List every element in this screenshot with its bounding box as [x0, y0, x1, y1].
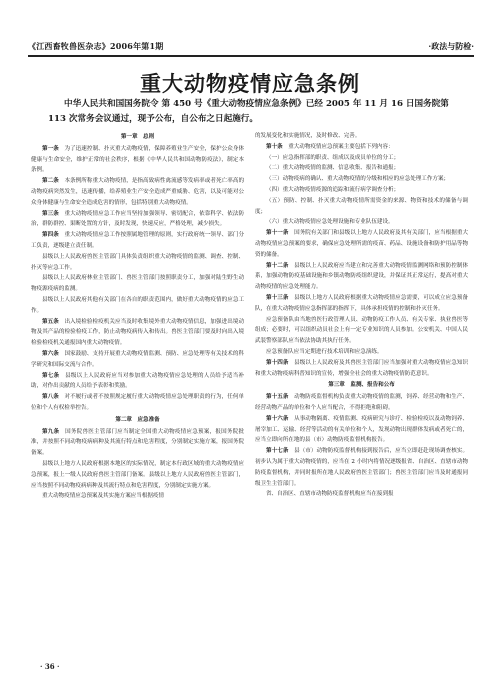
article-paragraph [31, 459, 244, 491]
article-text: （三）动物疫病的确认、重大动物疫情的分级和相应的应急处理工作方案； [266, 176, 450, 183]
article-paragraph [31, 349, 244, 371]
article-number: 第十二条 [266, 262, 295, 269]
article-number: 第七条 [42, 372, 66, 379]
article-text: 的发展变化和实施情况，及时修改、完善。 [255, 133, 361, 139]
article-text: 县级以上人民政府应当建立和完善重大动物疫情监测网络和预防控制体系，加强动物防疫基础设施和乡镇动物防疫组织建设，并保证其正常运行，提高对重大动物疫情的应急处理能力。 [255, 262, 469, 291]
article-text: 动物防疫监督机构负责重大动物疫情的监测，饲养、经营动物和生产、经营动物产品的单位和个人应当配合，不得拒绝和阻碍。 [255, 394, 469, 411]
article-text: （一）应急指挥部的职责、组成以及成员单位的分工； [266, 154, 400, 161]
article-paragraph [255, 293, 468, 315]
article-paragraph [255, 196, 468, 218]
article-number: 第一条 [42, 145, 65, 152]
section-label: ·政法与防检· [428, 41, 474, 51]
right-column [255, 131, 468, 500]
article-text: 从事动物隔离、疫情监测、疫病研究与诊疗、检验检疫以及动物饲养、屠宰加工、运输、经营等活动的有关单位和个人，发现动物出现群体发病或者死亡的，应当立即向所在地的县（市）动物防疫监督机构报告。 [255, 415, 469, 444]
article-number: 第二条 [42, 178, 65, 185]
article-paragraph [31, 392, 244, 414]
article-number: 第五条 [42, 318, 65, 325]
page-title: 重大动物疫情应急条例 [140, 72, 360, 96]
article-text: 重大动物疫情应急预案主要包括下列内容： [288, 143, 394, 150]
article-text: 县级以上人民政府及其兽医主管部门应当加强对重大动物疫情应急知识和重大动物疫病科普知识的宣传，增强全社会的重大动物疫情防范意识。 [255, 359, 469, 377]
article-paragraph [255, 174, 468, 185]
article-number: 第十一条 [266, 230, 295, 237]
page-number: · 36 · [40, 662, 60, 671]
article-paragraph [31, 144, 244, 176]
article-paragraph [31, 371, 244, 393]
chapter-heading: 第三章 监测、报告和公布 [328, 382, 395, 389]
article-number: 第十条 [266, 143, 289, 150]
article-paragraph [255, 358, 468, 380]
article-paragraph [255, 446, 468, 489]
article-text: 县级以上人民政府其他有关部门在各自的职责范围内，做好重大动物疫情的应急工作。 [31, 296, 244, 314]
article-number: 第八条 [42, 394, 65, 401]
article-paragraph [31, 273, 244, 295]
article-text: 县级以上人民政府应当对参加重大动物疫情应急处理的人员给予适当补助，对作出贡献的人员给予表彰和奖励。 [31, 372, 245, 390]
article-paragraph [255, 347, 468, 358]
article-text: 县级以上人民政府兽医主管部门具体负责组织重大动物疫情的监测、调查、控制、扑灭等应急工作。 [31, 253, 244, 271]
article-paragraph [255, 489, 468, 500]
article-paragraph [31, 252, 244, 274]
left-column [31, 131, 244, 502]
article-text: 本条例所称重大动物疫情，是指高致病性禽流感等发病率或者死亡率高的动物疫病突然发生，迅速传播，给养殖业生产安全造成严重威胁、危害，以及可能对公众身体健康与生命安全造成危害的情形，包括特别重大动物疫情。 [31, 178, 244, 206]
article-paragraph [31, 176, 244, 208]
article-text: 重大动物疫情应急工作应当坚持加强领导、密切配合，依靠科学、依法防治，群防群控、果断处置的方针，及时发现，快速反应，严格处理，减少损失。 [31, 210, 244, 228]
article-paragraph [255, 228, 468, 260]
article-paragraph [31, 209, 244, 231]
article-text: 应急预备队应当定期进行技术培训和应急演练。 [266, 348, 383, 355]
article-number: 第十三条 [266, 294, 295, 301]
article-paragraph [31, 427, 244, 459]
article-paragraph [255, 131, 468, 142]
header-rule [28, 55, 474, 57]
article-text: 国务院有关部门和县级以上地方人民政府及其有关部门，应当根据重大动物疫情应急预案的要求，确保应急处理所需的疫苗、药品、设施设备和防护用品等物资的储备。 [255, 230, 469, 258]
article-text: 县级以上地方人民政府根据本地区的实际情况，制定本行政区域的重大动物疫情应急预案，报上一级人民政府兽医主管部门备案。县级以上地方人民政府兽医主管部门，应当按照不同动物疫病病种及其流行特点和危害程度，分别制定实施方案。 [31, 460, 244, 489]
article-paragraph [255, 261, 468, 293]
article-paragraph [255, 185, 468, 196]
article-paragraph [31, 491, 244, 502]
running-header [28, 40, 474, 54]
article-text: 对不履行或者不按照规定履行重大动物疫情应急处理职责的行为，任何单位和个人有权检举控告。 [31, 394, 244, 411]
article-number: 第四条 [42, 232, 65, 239]
article-paragraph [255, 315, 468, 347]
article-text: 县（市）动物防疫监督机构接到报告后，应当立即赶赴现场调查核实。初步认为属于重大动物疫情的，应当在 2 小时内将情况逐级报省、自治区、直辖市动物防疫监督机构，并同时报所在地人民政府兽医主管部门；兽医主管部门应当及时通报同级卫生主管部门。 [255, 448, 469, 487]
article-paragraph [255, 414, 468, 446]
article-paragraph [31, 230, 244, 252]
article-text: 出入境检验检疫机关应当及时收集境外重大动物疫情信息，加强进出境动物及其产品的检验检疫工作，防止动物疫病传入和传出。兽医主管部门要及时向出入境检验检疫机关通报国内重大动物疫情。 [31, 318, 244, 347]
article-paragraph [255, 153, 468, 164]
article-text: 重大动物疫情应急工作按照属地管理的原则，实行政府统一领导、部门分工负责，逐级建立责任制。 [31, 232, 244, 249]
article-number: 第十四条 [266, 359, 295, 366]
article-paragraph [31, 295, 244, 317]
article-text: 为了迅速控制、扑灭重大动物疫情，保障养殖业生产安全，保护公众身体健康与生命安全，维护正常的社会秩序，根据《中华人民共和国动物防疫法》，制定本条例。 [31, 145, 244, 174]
article-number: 第十六条 [266, 415, 295, 422]
article-text: 省、自治区、直辖市动物防疫监督机构应当在接到报 [266, 491, 394, 498]
article-text: 县级以上人民政府林业主管部门、兽医主管部门按照职责分工，加强对陆生野生动物疫源疫病的监测。 [31, 275, 244, 293]
article-number: 第三条 [42, 210, 65, 217]
journal-name: 《江西畜牧兽医杂志》2006年第1期 [28, 41, 164, 51]
article-paragraph [255, 142, 468, 153]
article-text: 应急预备队由当地兽医行政管理人员、动物防疫工作人员、有关专家、执业兽医等组成；必要时，可以组织动员社会上有一定专业知识的人员参加。公安机关、中国人民武装警察部队应当依法协助其执行任务。 [255, 316, 468, 345]
article-paragraph [255, 392, 468, 414]
intro-paragraph: 中华人民共和国国务院令 第 450 号《重大动物疫情应急条例》已经 2005 年 11 月 16 日国务院第 113 次常务会议通过，现予公布，自公布之日起施行。 [48, 99, 449, 124]
article-number: 第十五条 [266, 394, 295, 401]
article-text: 县级以上地方人民政府根据重大动物疫情应急需要，可以成立应急预备队，在重大动物疫情应急指挥部的指挥下，具体承担疫情的控制和扑灭任务。 [255, 294, 469, 312]
article-paragraph [31, 317, 244, 349]
article-text: （二）重大动物疫情的监测、信息收集、报告和通报； [266, 165, 400, 172]
article-number: 第十七条 [266, 448, 295, 455]
chapter-heading: 第二章 应急准备 [115, 416, 160, 423]
article-number: 第九条 [42, 428, 66, 435]
article-text: 国家鼓励、支持开展重大动物疫情监测、预防、应急处理等有关技术的科学研究和国际交流与合作。 [31, 350, 244, 368]
chapter-heading: 第一章 总则 [120, 134, 155, 140]
article-number: 第六条 [42, 350, 65, 357]
article-paragraph [255, 217, 468, 228]
article-text: （六）重大动物疫情应急处理设施和专业队伍建设。 [266, 219, 394, 226]
article-text: （五）预防、控制、扑灭重大动物疫情所需资金的来源、物资和技术的储备与调度； [255, 197, 468, 215]
article-paragraph [255, 163, 468, 174]
article-text: 国务院兽医主管部门应当制定全国重大动物疫情应急预案，报国务院批准，并按照不同动物疫病病种及其流行特点和危害程度，分别制定实施方案，报国务院备案。 [31, 428, 245, 457]
article-text: 重大动物疫情应急预案及其实施方案应当根据疫情 [42, 493, 165, 500]
article-text: （四）重大动物疫情疫源的追踪和流行病学调查分析； [266, 186, 400, 193]
